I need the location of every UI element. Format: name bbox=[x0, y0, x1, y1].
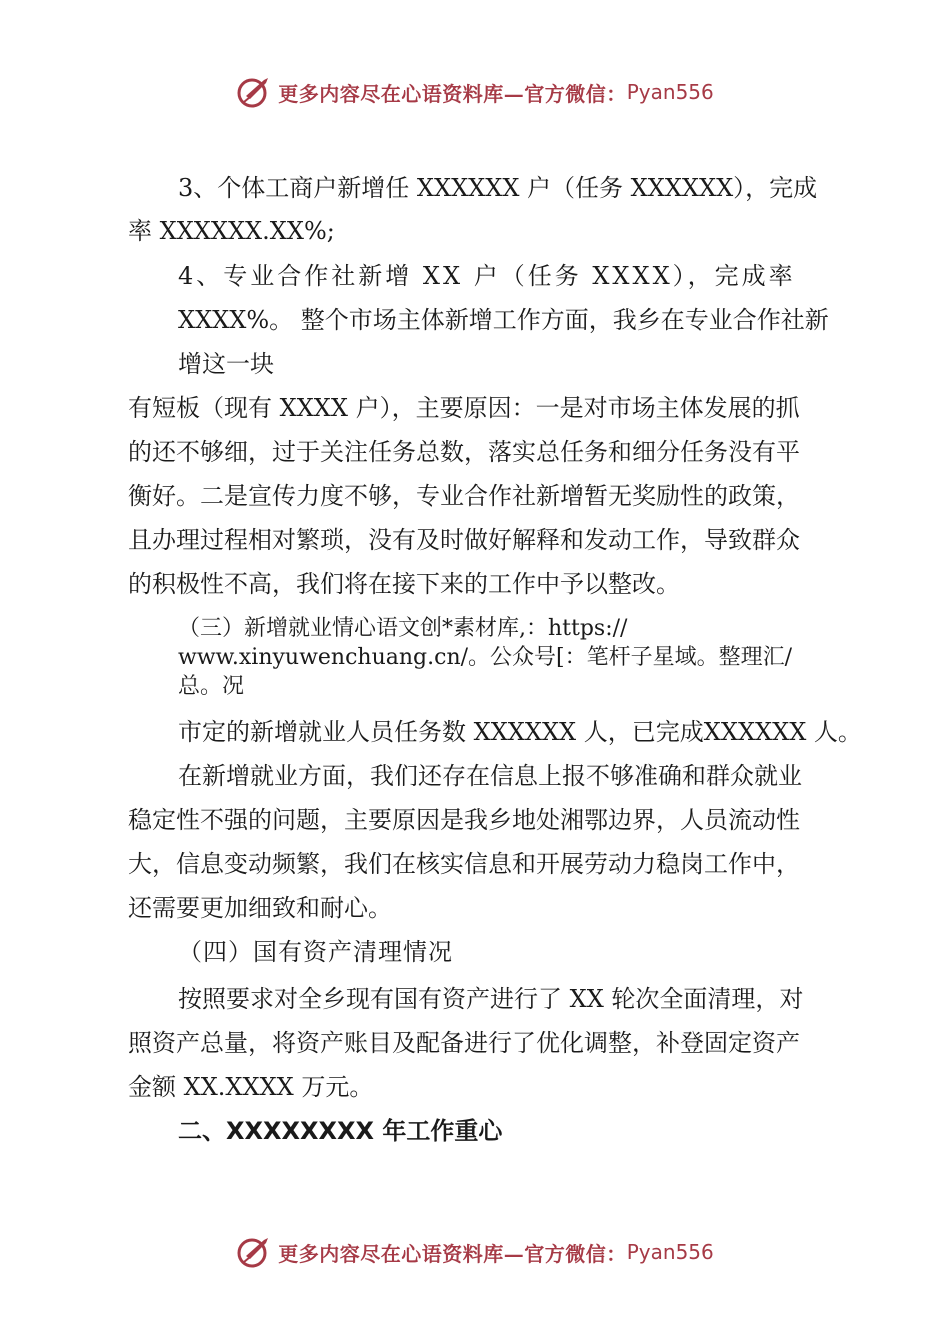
quill-logo-icon bbox=[236, 1234, 272, 1270]
text-line: 照资产总量，将资产账目及配备进行了优化调整，补登固定资产 bbox=[128, 1029, 800, 1057]
watermark-id: Pyan556 bbox=[626, 1240, 714, 1264]
text-line: 金额 XX.XXXX 万元。 bbox=[128, 1073, 374, 1101]
text-line: 在新增就业方面，我们还存在信息上报不够准确和群众就业 bbox=[178, 762, 802, 790]
text-line: 市定的新增就业人员任务数 XXXXXX 人，已完成XXXXXX 人。 bbox=[178, 718, 862, 746]
text-line: 4、专业合作社新增 XX 户（任务 XXXX），完成率 bbox=[178, 262, 796, 290]
text-line: 还需要更加细致和耐心。 bbox=[128, 894, 392, 922]
text-line: 的积极性不高，我们将在接下来的工作中予以整改。 bbox=[128, 570, 680, 598]
watermark-text: 更多内容尽在心语资料库—官方微信： bbox=[278, 81, 627, 106]
header-watermark bbox=[0, 72, 950, 112]
quill-logo-icon bbox=[236, 74, 272, 110]
text-line: 3、个体工商户新增任 XXXXXX 户（任务 XXXXXX），完成 bbox=[178, 174, 818, 202]
watermark-id: Pyan556 bbox=[626, 80, 714, 104]
text-line: 增这一块 bbox=[178, 350, 274, 378]
text-line: 的还不够细，过于关注任务总数，落实总任务和细分任务没有平 bbox=[128, 438, 800, 466]
section-heading-4: （四）国有资产清理情况 bbox=[178, 938, 453, 966]
text-line: www.xinyuwenchuang.cn/。公众号[：笔杆子星域。整理汇/ bbox=[178, 645, 793, 670]
watermark-text: 更多内容尽在心语资料库—官方微信： bbox=[278, 1241, 627, 1266]
text-line: 衡好。二是宣传力度不够，专业合作社新增暂无奖励性的政策， bbox=[128, 482, 800, 510]
text-line: 有短板（现有 XXXX 户），主要原因：一是对市场主体发展的抓 bbox=[128, 394, 800, 422]
text-line: 稳定性不强的问题，主要原因是我乡地处湘鄂边界，人员流动性 bbox=[128, 806, 800, 834]
text-line: 率 XXXXXX.XX%; bbox=[128, 217, 335, 245]
text-line: 总。况 bbox=[178, 674, 245, 699]
text-line: 大，信息变动频繁，我们在核实信息和开展劳动力稳岗工作中， bbox=[128, 850, 800, 878]
text-line: 按照要求对全乡现有国有资产进行了 XX 轮次全面清理，对 bbox=[178, 985, 804, 1013]
footer-watermark bbox=[0, 1232, 950, 1272]
text-line: 且办理过程相对繁琐，没有及时做好解释和发动工作，导致群众 bbox=[128, 526, 800, 554]
chapter-heading: 二、XXXXXXXX 年工作重心 bbox=[178, 1117, 503, 1145]
text-line: XXXX%。 整个市场主体新增工作方面，我乡在专业合作社新 bbox=[178, 306, 829, 334]
section-heading-3: （三）新增就业情心语文创*素材库,：https:// bbox=[178, 616, 628, 641]
